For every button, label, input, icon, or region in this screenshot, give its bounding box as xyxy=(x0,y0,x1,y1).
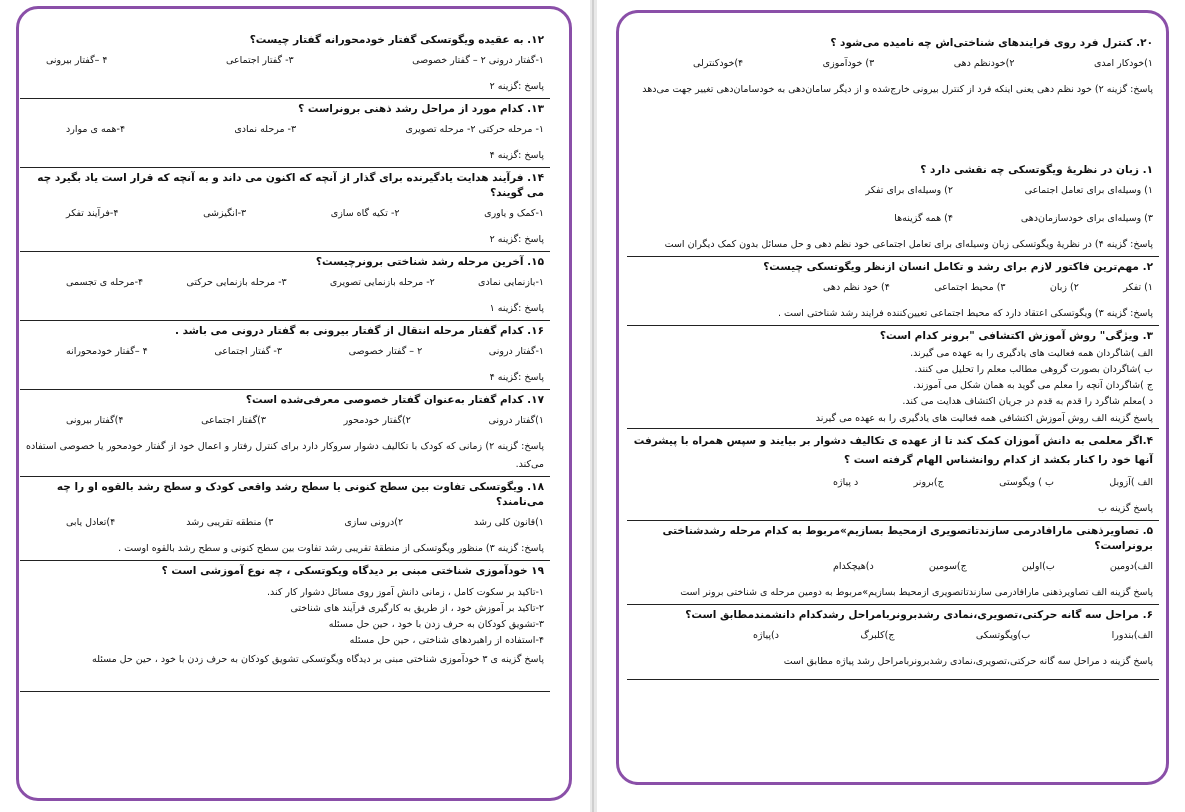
question-15 xyxy=(20,252,550,321)
option: ۱) وسیله‌ای برای تعامل اجتماعی xyxy=(1024,185,1153,196)
option: ۲)درونی سازی xyxy=(344,517,404,528)
question-6 xyxy=(627,605,1159,680)
question-13 xyxy=(20,99,550,168)
answer: پاسخ: گزینه ۴) در نظریهٔ ویگوتسکی زبان وسیله‌ای برای تعامل اجتماعی خود نظم دهی و حل مسائل بدون کمک دیگران است xyxy=(664,239,1153,250)
answer: پاسخ گزینه ی ۳ خودآموزی شناختی مبنی بر دیدگاه ویگوتسکی تشویق کودکان به حرف زدن با خود ، حین حل مسئله xyxy=(91,654,544,665)
options xyxy=(633,629,1153,643)
option: ج)کلبرگ xyxy=(860,630,895,641)
option: ۴-مرحله ی تجسمی xyxy=(66,277,144,288)
list-item: ۱-تاکید بر سکوت کامل ، زمانی دانش آموز روی مسائل دشوار کار کند. xyxy=(266,587,544,598)
option: ۲)گفتار خودمحور xyxy=(343,415,411,426)
option: ۳-انگیزشی xyxy=(203,208,247,219)
options xyxy=(633,281,1153,295)
option: ۴)گفتار بیرونی xyxy=(66,415,124,426)
option: ۳) منطقه تقریبی رشد xyxy=(186,517,274,528)
option: ب ) ویگوستی xyxy=(999,477,1054,488)
option: ۲- مرحله بازنمایی تصویری xyxy=(329,277,435,288)
option: د)هیچکدام xyxy=(833,561,874,572)
question-text: ۶. مراحل سه گانه حرکتی،تصویری،نمادی رشدبرونربامراحل رشدکدام دانشمندمطابق است؟ xyxy=(685,609,1153,621)
question-3 xyxy=(627,326,1159,429)
option: ج)سومین xyxy=(928,561,967,572)
answer: پاسخ گزینه د مراحل سه گانه حرکتی،تصویری،نمادی رشدبرونربامراحل رشد پیاژه مطابق است xyxy=(783,656,1153,667)
option: ۲)خودنظم دهی xyxy=(953,58,1015,69)
question-18 xyxy=(20,477,550,561)
question-text: ۲. مهم‌ترین فاکتور لازم برای رشد و تکامل انسان ازنظر ویگوتسکی چیست؟ xyxy=(763,261,1153,273)
options xyxy=(26,123,544,137)
question-text: ۱۴. فرآیند هدایت یادگیرنده برای گذار از آنچه که اکنون می داند و به آنچه که قرار است یاد بگیرد چه می گویند؟ xyxy=(37,172,544,199)
option: ۱)قانون کلی رشد xyxy=(474,517,544,528)
question-16 xyxy=(20,321,550,390)
question-text: ۱۶. کدام گفتار مرحله انتقال از گفتار بیرونی به گفتار درونی می باشد . xyxy=(174,325,544,337)
question-text: ۱۵. آخرین مرحله رشد شناختی برونرچیست؟ xyxy=(315,256,544,268)
question-text: ۱۲. به عقیده ویگوتسکی گفتار خودمحورانه گفتار چیست؟ xyxy=(249,34,544,46)
answer: پاسخ: گزینه ۳) منظور ویگوتسکی از منطقهٔ تقریبی رشد تفاوت بین سطح کنونی و سطح رشد بالقوه اوست . xyxy=(118,543,544,554)
option: ۴ –گفتار بیرونی xyxy=(46,55,108,66)
question-4 xyxy=(627,429,1159,521)
option: ۳- مرحله بازنمایی حرکتی xyxy=(186,277,287,288)
option: ۲) زبان xyxy=(1049,282,1079,293)
options xyxy=(26,276,544,290)
list-item: الف )شاگردان همه فعالیت های یادگیری را به عهده می گیرند. xyxy=(910,348,1153,359)
answer: پاسخ :گزینه ۴ xyxy=(489,372,544,383)
option: ۴)خودکنترلی xyxy=(693,58,744,69)
list-item: ۳-تشویق کودکان به حرف زدن با خود ، حین حل مسئله xyxy=(328,619,544,630)
options xyxy=(633,476,1153,490)
options xyxy=(26,54,544,68)
option: ۲) وسیله‌ای برای تفکر xyxy=(865,185,953,196)
option: ۳) خودآموزی xyxy=(822,58,875,69)
question-text: ۳. ویژگی" روش آموزش اکتشافی "برونر کدام است؟ xyxy=(879,330,1153,342)
option: ۳) محیط اجتماعی xyxy=(934,282,1006,293)
question-text: ۴.اگر معلمی به دانش آموزان کمک کند تا از عهده ی تکالیف دشوار بر بیایند و سپس همراه با پیشرفت آنها خود را کنار بکشد از کدام روانشناس الهام گرفته است ؟ xyxy=(633,435,1153,466)
list-item: ۲-تاکید بر آموزش خود ، از طریق به کارگیری فرآیند های شناختی xyxy=(290,603,544,614)
list-item: ۴-استفاده از راهبردهای شناختی ، حین حل مسئله xyxy=(349,635,544,646)
spacer xyxy=(633,99,1153,161)
option: الف)بندورا xyxy=(1111,630,1153,641)
option: ۱-گفتار درونی ۲ – گفتار خصوصی xyxy=(412,55,544,66)
list-item: ب )شاگردان بصورت گروهی مطالب معلم را تحلیل می کنند. xyxy=(914,364,1153,375)
option: ۳- گفتار اجتماعی xyxy=(214,346,282,357)
option: ۳) وسیله‌ای برای خودسازمان‌دهی xyxy=(1020,213,1153,224)
left-page xyxy=(0,0,590,812)
question-text: ۱۷. کدام گفتار به‌عنوان گفتار خصوصی معرفی‌شده است؟ xyxy=(245,394,544,406)
question-text: ۱. زبان در نظریهٔ ویگوتسکی چه نقشی دارد ؟ xyxy=(920,164,1153,176)
option: د پیاژه xyxy=(833,477,859,488)
option: ج)برونر xyxy=(913,477,944,488)
option: ۳)گفتار اجتماعی xyxy=(201,415,266,426)
options xyxy=(633,560,1153,574)
options xyxy=(633,184,1153,226)
answer: پاسخ: گزینه ۲) زمانی که کودک با تکالیف دشوار سروکار دارد برای کنترل رفتار و اعمال خود از گفتار خودمحور یا خصوصی استفاده می‌کند. xyxy=(26,441,544,470)
option: ۱- مرحله حرکتی ۲- مرحله تصویری xyxy=(405,124,544,135)
question-text: ۱۹ خودآموزی شناختی مبنی بر دیدگاه ویکوتسکی ، چه نوع آموزشی است ؟ xyxy=(161,565,544,577)
option: ۱-کمک و یاوری xyxy=(484,208,544,219)
answer: پاسخ: گزینه ۲) خود نظم دهی یعنی اینکه فرد از کنترل بیرونی خارج‌شده و از دیگر سامان‌دهی به خودسامان‌دهی تغییر جهت می‌دهد xyxy=(642,84,1153,95)
question-19 xyxy=(20,561,550,692)
question-20 xyxy=(627,33,1159,257)
option: ۲ – گفتار خصوصی xyxy=(348,346,423,357)
option: ب)ویگوتسکی xyxy=(975,630,1031,641)
option: ۱) تفکر xyxy=(1123,282,1153,293)
page-divider xyxy=(592,0,594,812)
question-text: ۵. تصاویرذهنی مارافادرمی سازندتاتصویری ازمحیط بسازیم»مربوط به کدام مرحله رشدشناختی برونراست؟ xyxy=(662,525,1153,552)
options xyxy=(26,345,544,359)
option: ۱-بازنمایی نمادی xyxy=(478,277,544,288)
option: ۴)تعادل یابی xyxy=(66,517,116,528)
options-list xyxy=(633,346,1153,410)
options xyxy=(26,414,544,428)
question-12 xyxy=(20,30,550,99)
question-text: ۱۳. کدام مورد از مراحل رشد ذهنی برونراست ؟ xyxy=(298,103,544,115)
question-text: ۲۰. کنترل فرد روی فرایندهای شناختی‌اش چه نامیده می‌شود ؟ xyxy=(830,37,1153,49)
list-item: د )معلم شاگرد را قدم به قدم در جریان اکتشاف هدایت می کند. xyxy=(902,396,1153,407)
answer: پاسخ: گزینه ۳) ویگوتسکی اعتقاد دارد که محیط اجتماعی تعیین‌کننده فرایند رشد شناختی است . xyxy=(777,308,1153,319)
option: ۲- تکیه گاه سازی xyxy=(330,208,400,219)
answer: پاسخ گزینه الف روش آموزش اکتشافی همه فعالیت های یادگیری را به عهده می گیرند xyxy=(815,413,1153,424)
option: ۴-همه ی موارد xyxy=(66,124,126,135)
option: ۴ –گفتار خودمحورانه xyxy=(66,346,148,357)
option: الف)دومین xyxy=(1109,561,1153,572)
option: ب)اولین xyxy=(1021,561,1055,572)
answer: پاسخ :گزینه ۲ xyxy=(489,81,544,92)
right-page-content xyxy=(627,33,1159,773)
option: ۴) همه گزینه‌ها xyxy=(894,213,953,224)
option: ۳- گفتار اجتماعی xyxy=(226,55,294,66)
list-item: ج )شاگردان آنچه را معلم می گوید به همان شکل می آموزند. xyxy=(913,380,1153,391)
question-14 xyxy=(20,168,550,252)
option: الف )آزوبل xyxy=(1109,477,1153,488)
option: ۱)گفتار درونی xyxy=(488,415,544,426)
answer: پاسخ :گزینه ۴ xyxy=(489,150,544,161)
option: ۱-گفتار درونی xyxy=(488,346,544,357)
right-page xyxy=(597,0,1185,812)
answer: پاسخ گزینه ب xyxy=(1098,503,1153,514)
option: ۴) خود نظم دهی xyxy=(823,282,890,293)
option: د)پیاژه xyxy=(753,630,779,641)
option: ۳- مرحله نمادی xyxy=(234,124,297,135)
options xyxy=(633,57,1153,71)
options xyxy=(26,516,544,530)
left-page-content xyxy=(20,30,550,765)
options-list xyxy=(26,585,544,649)
question-5 xyxy=(627,521,1159,605)
question-text: ۱۸. ویگوتسکی تفاوت بین سطح کنونی یا سطح رشد واقعی کودک و سطح رشد بالقوه او را چه می‌نامند؟ xyxy=(56,481,544,508)
answer: پاسخ :گزینه ۱ xyxy=(489,303,544,314)
question-2 xyxy=(627,257,1159,326)
answer: پاسخ :گزینه ۲ xyxy=(489,234,544,245)
option: ۴-فرآیند تفکر xyxy=(66,208,119,219)
options xyxy=(26,207,544,221)
option: ۱)خودکار امدی xyxy=(1093,58,1153,69)
answer: پاسخ گزینه الف تصاویرذهنی مارافادرمی سازندتاتصویری ازمحیط بسازیم»مربوط به دومین مرحله ی شناختی برونر است xyxy=(680,587,1153,598)
question-17 xyxy=(20,390,550,477)
